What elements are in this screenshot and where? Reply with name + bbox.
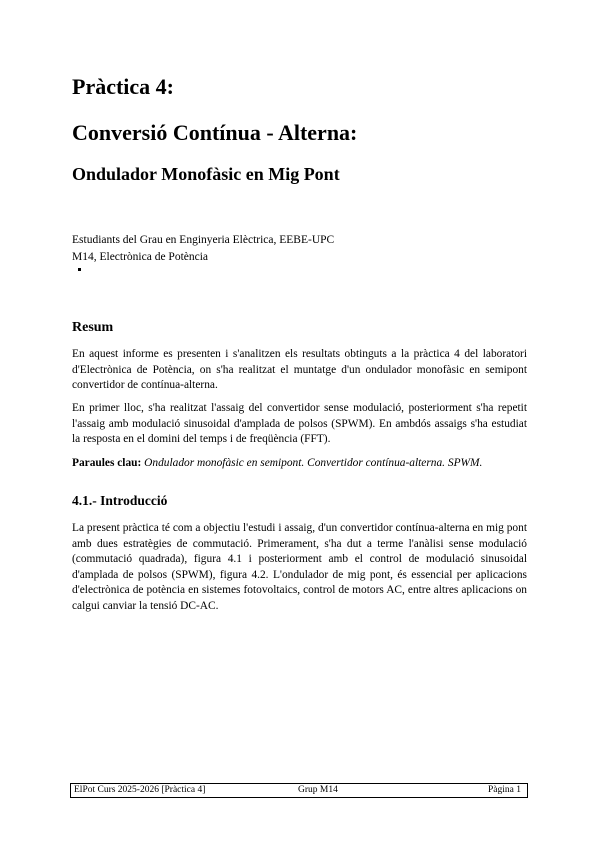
document-title: Conversió Contínua - Alterna: (72, 120, 358, 145)
introduction-paragraph: La present pràctica té com a objectiu l'estudi i assaig, d'un convertidor contínua-alterna en mig pont amb dues estratègies de commutació. Primerament, s'ha dut a terme l'anàlisi sense modulació (commutació quadrada), figura 4.1 i posteriorment amb el control de modulació sinusoidal d'amplada de polsos (SPWM), figura 4.2. L'ondulador de mig pont, és essencial per aplicacions d'electrònica de potència en sistemes fotovoltaics, control de motors AC, entre altres aplicacions on calgui canviar la tensió DC-AC. (72, 522, 527, 612)
affiliation-line-2: M14, Electrònica de Potència (72, 251, 209, 263)
abstract-heading: Resum (72, 320, 114, 335)
footer-course: ElPot Curs 2025-2026 [Pràctica 4] (74, 785, 206, 795)
bullet-mark (78, 268, 81, 271)
footer-group: Grup M14 (298, 785, 338, 795)
affiliation-line-1: Estudiants del Grau en Enginyeria Elèctrica, EEBE-UPC (72, 234, 335, 246)
footer-page-number: Pàgina 1 (488, 785, 521, 795)
page-footer (70, 783, 528, 798)
abstract-paragraph-1: En aquest informe es presenten i s'analitzen els resultats obtinguts a la pràctica 4 del laboratori d'Electrònica de Potència, on s'ha realitzat el muntatge d'un ondulador monofàsic en semipont convertidor de contínua-alterna. (72, 348, 527, 391)
keywords (72, 456, 527, 472)
abstract-paragraph-2: En primer lloc, s'ha realitzat l'assaig del convertidor sense modulació, posteriorment s'ha repetit l'assaig amb modulació sinusoidal d'amplada de polsos (SPWM). En ambdós assaigs s'ha estudiat la resposta en el domini del temps i de freqüència (FFT). (72, 402, 527, 445)
keywords-label: Paraules clau: (72, 457, 142, 469)
document-subtitle: Ondulador Monofàsic en Mig Pont (72, 164, 340, 184)
section-heading-introduction: 4.1.- Introducció (72, 493, 168, 508)
practice-number: Pràctica 4: (72, 74, 174, 99)
keywords-text: Ondulador monofàsic en semipont. Convertidor contínua-alterna. SPWM. (144, 457, 483, 469)
